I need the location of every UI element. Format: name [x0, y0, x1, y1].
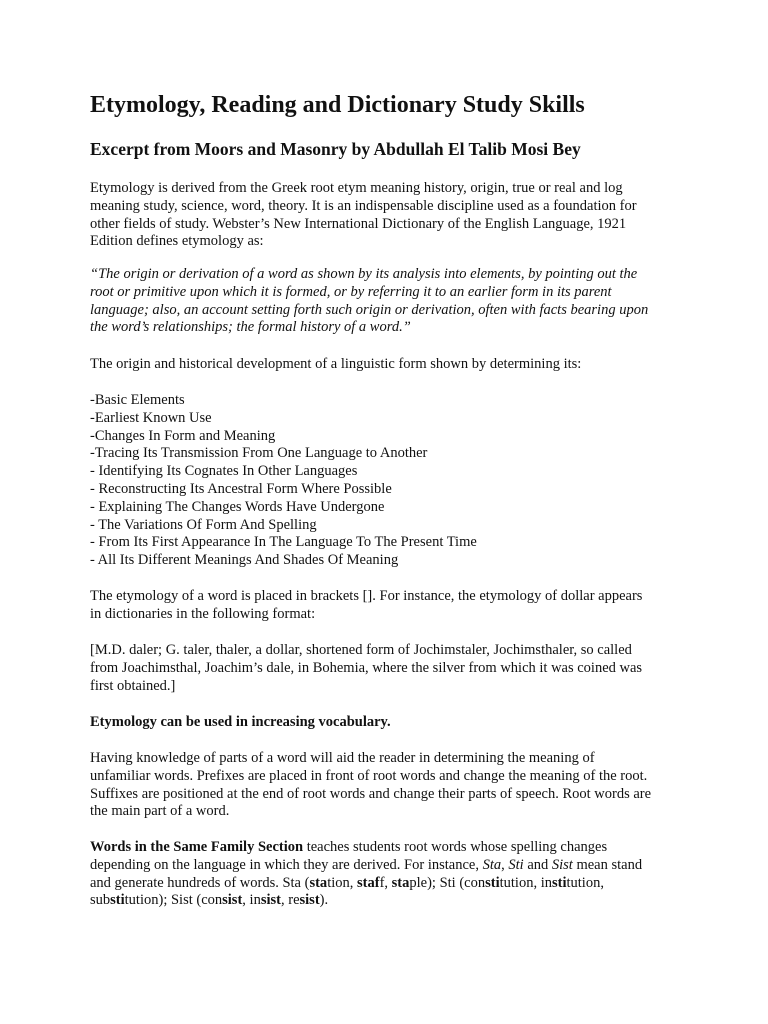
vocab-line: Suffixes are positioned at the end of root words and change their parts of speech. Root words are	[90, 785, 652, 802]
family-text: sub	[90, 892, 111, 909]
family-section-label: Words in the Same Family Section	[90, 839, 304, 855]
family-text: depending on the language in which they are derived. For instance,	[90, 856, 483, 873]
family-line	[90, 857, 690, 875]
brackets-line: The etymology of a word is placed in brackets []. For instance, the etymology of dollar appears	[90, 588, 643, 604]
list-item: - Reconstructing Its Ancestral Form Where Possible	[90, 480, 392, 497]
vocab-line: Having knowledge of parts of a word will aid the reader in determining the meaning of	[90, 750, 595, 766]
list-item: -Changes In Form and Meaning	[90, 427, 276, 444]
brackets-paragraph	[90, 588, 690, 624]
family-text: ).	[319, 892, 329, 909]
family-text: teaches students root words whose spelling changes	[303, 839, 608, 855]
family-text: , re	[280, 892, 300, 909]
family-text: and	[523, 856, 552, 873]
origin-sentence: The origin and historical development of a linguistic form shown by determining its:	[90, 356, 582, 372]
family-text: and generate hundreds of words. Sta (	[90, 874, 310, 891]
quote-line: language; also, an account setting forth such origin or derivation, often with facts bearing upon	[90, 301, 649, 318]
root-highlight: sist	[260, 892, 281, 909]
list-item: - Identifying Its Cognates In Other Languages	[90, 463, 358, 480]
family-line	[90, 875, 690, 893]
page-subtitle: Excerpt from Moors and Masonry by Abdullah El Talib Mosi Bey	[90, 139, 581, 159]
list-item: -Basic Elements	[90, 392, 185, 408]
example-line: first obtained.]	[90, 677, 176, 694]
definition-quote	[90, 266, 690, 337]
family-text: mean stand	[572, 856, 643, 873]
quote-line: root or primitive upon which it is formed, or by referring it to an earlier form in its parent	[90, 283, 612, 300]
dollar-etymology-example	[90, 642, 690, 695]
vocab-line: the main part of a word.	[90, 803, 230, 820]
intro-paragraph	[90, 180, 690, 251]
root-highlight: staf	[357, 874, 380, 891]
family-line	[90, 839, 690, 857]
family-text: ple); Sti (con	[409, 874, 486, 891]
family-text: , in	[242, 892, 261, 909]
brackets-line: in dictionaries in the following format:	[90, 605, 316, 622]
root-sti: Sti	[508, 856, 524, 873]
family-text: ,	[501, 856, 509, 873]
list-item: -Tracing Its Transmission From One Language to Another	[90, 445, 428, 462]
family-text: tution,	[566, 874, 604, 891]
example-line: [M.D. daler; G. taler, thaler, a dollar, shortened form of Jochimstaler, Jochimsthaler, so called	[90, 642, 632, 658]
list-item: - Explaining The Changes Words Have Undergone	[90, 498, 385, 515]
quote-line: “The origin or derivation of a word as shown by its analysis into elements, by pointing out the	[90, 266, 638, 282]
intro-line: meaning study, science, word, theory. It is an indispensable discipline used as a foundation for	[90, 197, 637, 214]
root-highlight: sti	[110, 892, 125, 909]
quote-line: the word’s relationships; the formal history of a word.”	[90, 319, 411, 336]
family-line	[90, 892, 690, 910]
intro-line: Edition defines etymology as:	[90, 233, 264, 250]
vocabulary-paragraph	[90, 750, 690, 821]
root-highlight: sta	[309, 874, 328, 891]
list-item: - The Variations Of Form And Spelling	[90, 516, 317, 533]
list-item: -Earliest Known Use	[90, 409, 212, 426]
family-text: f,	[379, 874, 392, 891]
list-item: - From Its First Appearance In The Language To The Present Time	[90, 534, 477, 551]
page-title: Etymology, Reading and Dictionary Study Skills	[90, 92, 585, 118]
root-highlight: sist	[222, 892, 243, 909]
root-highlight: sti	[485, 874, 500, 891]
root-sta: Sta	[482, 856, 502, 873]
intro-line: other fields of study. Webster’s New International Dictionary of the English Language, 1921	[90, 215, 627, 232]
vocabulary-heading: Etymology can be used in increasing vocabulary.	[90, 714, 391, 730]
family-text: tution); Sist (con	[124, 892, 223, 909]
family-text: tution, in	[499, 874, 552, 891]
root-sist: Sist	[551, 856, 573, 873]
word-family-paragraph	[90, 839, 690, 910]
root-highlight: sta	[391, 874, 410, 891]
vocab-line: unfamiliar words. Prefixes are placed in front of root words and change the meaning of the root.	[90, 767, 648, 784]
example-line: from Joachimsthal, Joachim’s dale, in Bohemia, where the silver from which it was coined was	[90, 659, 643, 676]
family-text: tion,	[327, 874, 357, 891]
root-highlight: sist	[299, 892, 320, 909]
root-highlight: sti	[551, 874, 567, 891]
intro-line: Etymology is derived from the Greek root etym meaning history, origin, true or real and log	[90, 180, 623, 196]
list-item: - All Its Different Meanings And Shades Of Meaning	[90, 552, 399, 569]
etymology-elements-list	[90, 392, 690, 570]
